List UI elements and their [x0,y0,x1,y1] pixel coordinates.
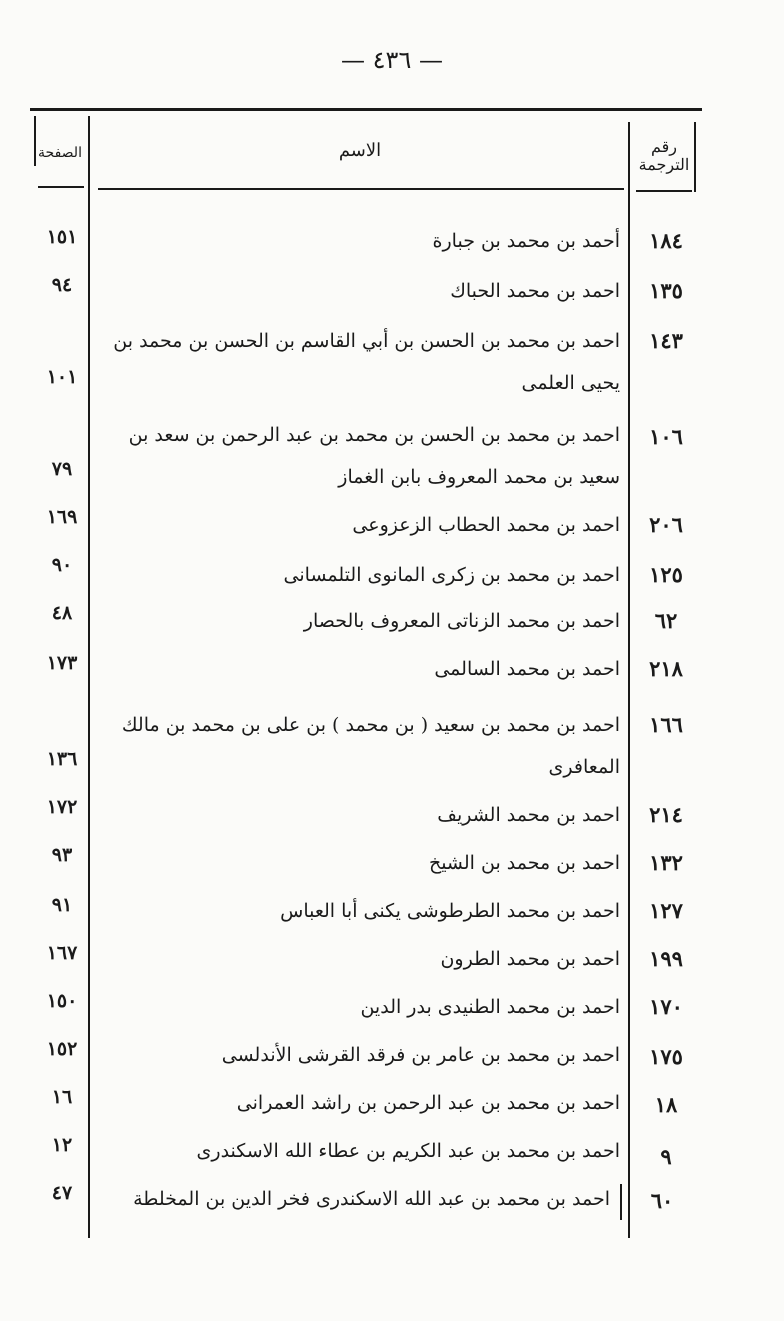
entry-name: احمد بن محمد بن عبد الكريم بن عطاء الله الاسكندرى [196,1140,620,1162]
entry-name: احمد بن محمد الزناتى المعروف بالحصار [303,610,620,632]
page-column-divider [88,116,90,1238]
entry-number: ١٦٦ [649,712,683,737]
entry-number: ٢٠٦ [649,512,683,537]
entry-name: احمد بن محمد بن زكرى المانوى التلمسانى [283,564,620,586]
page-header-underline [38,186,84,188]
entry-page: ١٣٦ [46,748,78,770]
entry-name: احمد بن محمد بن عبد الرحمن بن راشد العمرانى [236,1092,620,1114]
entry-number: ٢١٤ [649,802,683,827]
entry-page: ١٦٩ [46,506,78,528]
entry-page: ١٥١ [46,226,78,248]
name-header-underline [98,188,624,190]
entry-number: ١٨٤ [649,228,683,253]
entry-name: احمد بن محمد السالمى [434,658,620,680]
entry-name: احمد بن محمد بن الحسن بن محمد بن عبد الرحمن بن سعد بن سعيد بن محمد المعروف بابن الغماز [128,424,620,488]
entry-number-header: رقم الترجمة [638,137,690,174]
entry-page: ٤٨ [51,602,73,624]
entry-number: ١٢٧ [649,898,683,923]
entry-name: احمد بن محمد بن سعيد ( بن محمد ) بن على بن محمد بن مالك المعافرى [121,714,620,778]
entry-page: ١٥٢ [46,1038,78,1060]
entry-page: ٩٠ [51,554,73,576]
entry-number: ١٤٣ [649,328,683,353]
entry-page: ٩٣ [51,844,73,866]
entry-page: ١٦٧ [46,942,78,964]
row-marker-rule [620,1184,622,1220]
entry-page: ١٧٣ [46,652,78,674]
number-header-underline [636,190,692,192]
entry-name: احمد بن محمد الطرون [440,948,620,970]
entry-number: ١٣٥ [649,278,683,303]
entry-page: ١٦ [51,1086,73,1108]
entry-number: ٦٠ [650,1188,674,1213]
entry-number: ١٣٢ [649,850,683,875]
page-header: الصفحة [38,145,82,161]
entry-name: احمد بن محمد الحطاب الزعزوعى [352,514,620,536]
entry-number: ٩ [660,1144,672,1169]
entry-number: ١٧٥ [649,1044,683,1069]
entry-name: احمد بن محمد الشريف [437,804,620,826]
top-rule [30,108,702,111]
entry-page: ٩٤ [51,274,73,296]
entry-name: احمد بن محمد بن عامر بن فرقد القرشى الأندلسى [221,1044,620,1066]
entry-name: احمد بن محمد الحباك [450,280,620,302]
index-table [30,108,702,1238]
entry-page: ١٢ [51,1134,73,1156]
entry-page: ٩١ [51,894,73,916]
page-number: — ٤٣٦ — [341,46,443,74]
entry-number: ١٢٥ [649,562,683,587]
entry-name: احمد بن محمد بن الشيخ [428,852,620,874]
entry-number: ١٠٦ [649,424,683,449]
entry-name: احمد بن محمد بن عبد الله الاسكندرى فخر الدين بن المخلطة [133,1188,610,1210]
entry-name: احمد بن محمد الطنيدى بدر الدين [360,996,620,1018]
entry-number: ٢١٨ [649,656,683,681]
entry-number: ١٧٠ [649,994,683,1019]
entry-page: ٤٧ [51,1182,73,1204]
entry-page: ١٧٢ [46,796,78,818]
entry-number: ١٨ [654,1092,678,1117]
number-column-right-rule [694,122,696,192]
number-column-divider [628,122,630,1238]
entry-name: أحمد بن محمد بن جبارة [432,230,620,252]
entry-number: ٦٢ [654,608,678,633]
name-header: الاسم [338,140,382,161]
entry-page: ١٥٠ [46,990,78,1012]
entry-number: ١٩٩ [649,946,683,971]
entry-page: ١٠١ [46,366,78,388]
entry-name: احمد بن محمد بن الحسن بن أبي القاسم بن الحسن بن محمد بن يحيى العلمى [113,330,620,394]
entry-name: احمد بن محمد الطرطوشى يكنى أبا العباس [280,900,620,922]
entry-page: ٧٩ [51,458,73,480]
